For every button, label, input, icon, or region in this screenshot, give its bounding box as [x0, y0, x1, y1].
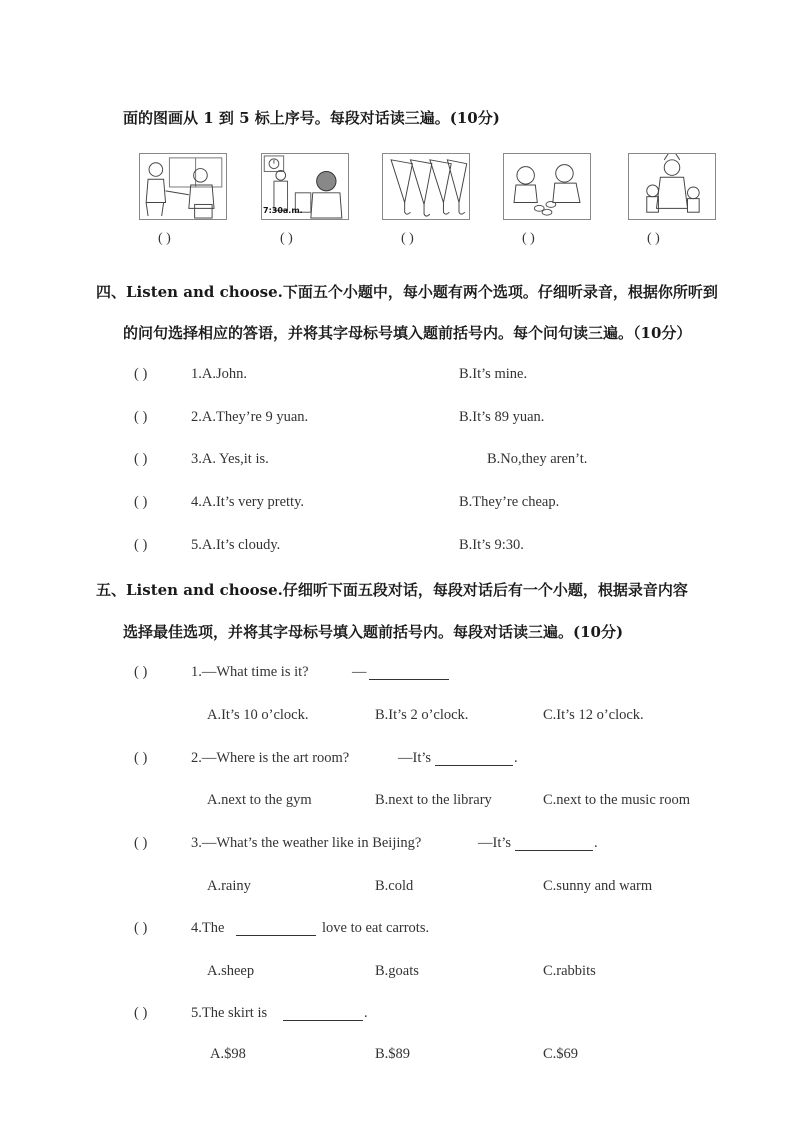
answer-blank[interactable]: [435, 751, 513, 770]
answer-paren[interactable]: ( ): [134, 664, 148, 680]
response-prefix: —It’s: [398, 750, 432, 766]
picture-answer-1[interactable]: ( ): [158, 231, 171, 246]
section4-heading-line2: 的问句选择相应的答语，并将其字母标号填入题前括号内。每个问句读三遍。（10分）: [123, 324, 692, 342]
question-text: 5.The skirt is: [191, 1005, 268, 1021]
time-label: 7:30a.m.: [263, 206, 303, 215]
option-c: C.next to the music room: [543, 792, 690, 808]
question-end: .: [594, 835, 598, 851]
picture-answer-4[interactable]: ( ): [522, 231, 535, 246]
picture-answer-5[interactable]: ( ): [647, 231, 660, 246]
answer-paren[interactable]: ( ): [134, 366, 148, 382]
answer-paren[interactable]: ( ): [134, 920, 148, 936]
option-b: B.next to the library: [375, 792, 492, 808]
option-b: B.It’s 9:30.: [459, 537, 524, 553]
question-end: .: [364, 1005, 368, 1021]
section5-heading-line1: 五、Listen and choose.仔细听下面五段对话，每段对话后有一个小题，根据录音内容: [96, 581, 688, 599]
picture-animals: [628, 153, 716, 220]
response-prefix: —It’s: [478, 835, 512, 851]
option-a: 4.A.It’s very pretty.: [191, 494, 305, 510]
option-a: A.rainy: [207, 878, 251, 894]
section5-heading-line2: 选择最佳选项，并将其字母标号填入题前括号内。每段对话读三遍。(10分): [123, 623, 624, 641]
option-b: B.It’s mine.: [459, 366, 528, 382]
answer-blank[interactable]: [283, 1006, 363, 1025]
answer-paren[interactable]: ( ): [134, 451, 148, 467]
answer-paren[interactable]: ( ): [134, 835, 148, 851]
question-text: 2.—Where is the art room?: [191, 750, 350, 766]
option-b: B.goats: [375, 963, 419, 979]
option-a: A.$98: [210, 1046, 246, 1062]
option-a: 5.A.It’s cloudy.: [191, 537, 281, 553]
option-b: B.cold: [375, 878, 414, 894]
picture-eating: [503, 153, 591, 220]
umbrellas-illustration: [383, 154, 469, 219]
answer-paren[interactable]: ( ): [134, 750, 148, 766]
teacher-student-illustration: [140, 154, 226, 219]
answer-blank[interactable]: [515, 836, 593, 855]
picture-clock-time: [261, 153, 349, 220]
question-end: love to eat carrots.: [322, 920, 430, 936]
option-b: B.No,they aren’t.: [487, 451, 588, 467]
response-prefix: —: [352, 664, 367, 680]
answer-paren[interactable]: ( ): [134, 409, 148, 425]
option-c: C.rabbits: [543, 963, 596, 979]
option-a: 2.A.They’re 9 yuan.: [191, 409, 309, 425]
answer-blank[interactable]: [236, 921, 316, 940]
option-b: B.They’re cheap.: [459, 494, 560, 510]
question-end: .: [514, 750, 518, 766]
option-a: A.next to the gym: [207, 792, 312, 808]
option-b: B.It’s 2 o’clock.: [375, 707, 469, 723]
picture-classroom: [139, 153, 227, 220]
answer-paren[interactable]: ( ): [134, 1005, 148, 1021]
option-a: 1.A.John.: [191, 366, 247, 382]
option-c: C.It’s 12 o’clock.: [543, 707, 644, 723]
answer-blank[interactable]: [369, 665, 449, 684]
section4-heading-line1: 四、Listen and choose.下面五个小题中，每小题有两个选项。仔细听录音，根据你所听到: [96, 283, 718, 301]
people-eating-illustration: [504, 154, 590, 219]
option-b: B.$89: [375, 1046, 411, 1062]
question-text: 1.—What time is it?: [191, 664, 309, 680]
option-c: C.$69: [543, 1046, 579, 1062]
option-a: 3.A. Yes,it is.: [191, 451, 269, 467]
picture-answer-2[interactable]: ( ): [280, 231, 293, 246]
picture-answer-3[interactable]: ( ): [401, 231, 414, 246]
section3-instruction: 面的图画从 1 到 5 标上序号。每段对话读三遍。(10分): [123, 109, 500, 127]
question-text: 4.The: [191, 920, 225, 936]
option-c: C.sunny and warm: [543, 878, 653, 894]
animals-illustration: [629, 154, 715, 219]
option-b: B.It’s 89 yuan.: [459, 409, 545, 425]
question-text: 3.—What’s the weather like in Beijing?: [191, 835, 422, 851]
picture-umbrellas: [382, 153, 470, 220]
answer-paren[interactable]: ( ): [134, 537, 148, 553]
option-a: A.sheep: [207, 963, 255, 979]
option-a: A.It’s 10 o’clock.: [207, 707, 309, 723]
answer-paren[interactable]: ( ): [134, 494, 148, 510]
